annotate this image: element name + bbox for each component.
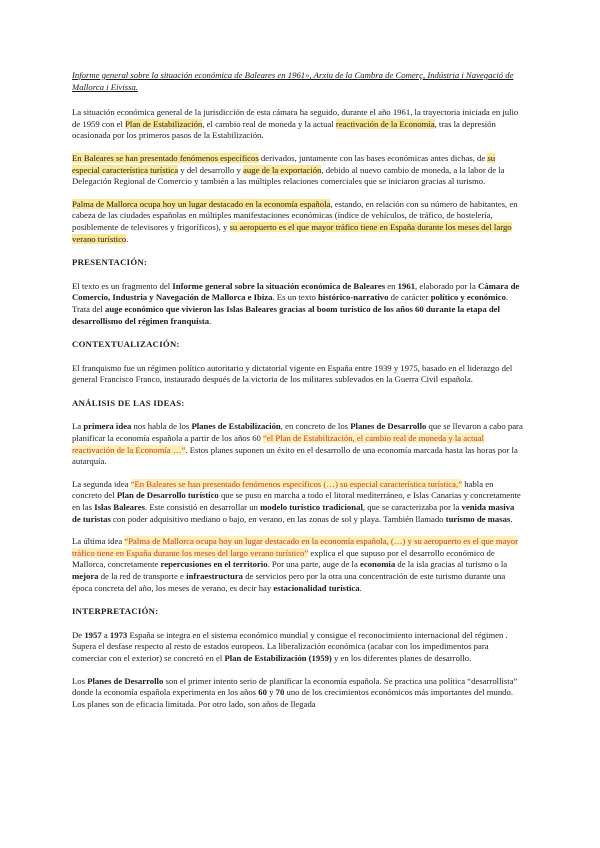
document-title: Informe general sobre la situación económica de Baleares en 1961», Arxiu de la Cambra de Comerç, Indústria i Navegació de Mallorca i Eivissa.	[72, 70, 514, 92]
presentacion-paragraph: El texto es un fragmento del Informe general sobre la situación económica de Baleares en 1961, elaborado por la Cámara de Comercio, Industria y Navegación de Mallorca e Ibiza. Es un texto histórico-narrativo de carácter político y económico. Trata del auge económico que vivieron las Islas Baleares gracias al boom turístico de los años 60 durante la etapa del desarrollismo del régimen franquista.	[72, 280, 520, 326]
highlight: Palma de Mallorca ocupa hoy un lugar destacado en la economía española	[72, 198, 331, 209]
contextualizacion-paragraph: El franquismo fue un régimen político autoritario y dictatorial vigente en España entre 1939 y 1975, basado en el liderazgo del general Francisco Franco, instaurado después de la victoria de los militares sublevados en la Guerra Civil española.	[72, 362, 513, 385]
heading-interpretacion: INTERPRETACIÓN:	[72, 606, 159, 617]
quote: “En Baleares se han presentado fenómenos específicos (…) su especial característica turística,”	[130, 478, 463, 489]
quote: “Palma de Mallorca ocupa hoy un lugar destacado en la economía española, (…) y su aeropuerto es el que mayor tráfico tiene en España durante los meses del largo verano turístico”	[72, 536, 519, 558]
highlight: auge de la exportación	[243, 164, 322, 175]
highlight: reactivación de la Economía	[335, 118, 435, 129]
analisis-paragraph-3: La última idea “Palma de Mallorca ocupa hoy un lugar destacado en la economía española, (…) y su aeropuerto es el que mayor tráfico tiene en España durante los meses del largo verano turístico” explica el que supuso por el desarrollo económico de Mallorca, concretamente repercusiones en el territorio. Por una parte, auge de la economía de la isla gracias al turismo o la mejora de la red de transporte e infraestructura de servicios pero por la otra una concentración de este turismo durante una época concreta del año, los meses de verano, es decir hay estacionalidad turística.	[72, 536, 519, 593]
interpretacion-paragraph-1: De 1957 a 1973 España se integra en el sistema económico mundial y consigue el reconocimiento internacional del régimen . Supera el desfase respecto al resto de estados europeos. La liberalización económica (acabar con los impedimentos para comerciar con el exterior) se concretó en el Plan de Estabilización (1959) y en los diferentes planes de desarrollo.	[72, 629, 508, 663]
intro-paragraph-1: La situación económica general de la jurisdicción de esta cámara ha seguido, durante el año 1961, la trayectoria iniciada en julio de 1959 con el Plan de Estabilización, el cambio real de moneda y la actual reactivación de la Economía, tras la depresión ocasionada por los primeros pasos de la Estabilización.	[72, 107, 519, 141]
analisis-paragraph-1: La primera idea nos habla de los Planes de Estabilización, en concreto de los Planes de Desarrollo que se llevaron a cabo para planificar la economía española a partir de los años 60 “el Plan de Estabilización, el cambio real de moneda y la actual reactivación de la Economía …”. Estos planes suponen un éxito en el desarrollo de una economía marcada hasta las horas por la autarquía.	[72, 421, 523, 467]
intro-paragraph-2: En Baleares se han presentado fenómenos específicos derivados, juntamente con las bases económicas antes dichas, de su especial característica turística y del desarrollo y auge de la exportación, debido al nuevo cambio de moneda, a la labor de la Delegación Regional de Comercio y también a las múltiples relaciones comerciales que se iniciaron gracias al turismo.	[72, 152, 505, 187]
analisis-paragraph-2: La segunda idea “En Baleares se han presentado fenómenos específicos (…) su especial característica turística,” habla en concreto del Plan de Desarrollo turístico que se puso en marcha a todo el litoral mediterráneo, e Islas Canarias y concretamente en las Islas Baleares. Este consistió en desarrollar un modelo turístico tradicional, que se caracterizaba por la venida masiva de turistas con poder adquisitivo mediano o bajo, en verano, en las zonas de sol y playa. También llamado turismo de masas.	[72, 478, 521, 524]
interpretacion-paragraph-2: Los Planes de Desarrollo son el primer intento serio de planificar la economía española. Se practica una política “desarrollista” donde la economía española experimenta en los años 60 y 70 uno de los crecimientos económicos más importantes del mundo. Los planes son de eficacia limitada. Por otro lado, son años de llegada	[72, 675, 518, 709]
quote: “el Plan de Estabilización, el cambio real de moneda y la actual reactivación de la Economía …”	[72, 433, 485, 455]
heading-presentacion: PRESENTACIÓN:	[72, 257, 148, 268]
intro-paragraph-3: Palma de Mallorca ocupa hoy un lugar destacado en la economía española, estando, en relación con su número de habitantes, en cabeza de las ciudades españolas en múltiples manifestaciones económicas (índice de vehículos, de tráfico, de hostelería, posiblemente de televisores y frigoríficos), y su aeropuerto es el que mayor tráfico tiene en España durante los meses del largo verano turístico.	[72, 198, 518, 244]
highlight: Plan de Estabilización	[125, 118, 203, 129]
highlight: su aeropuerto es el que mayor tráfico tiene en España durante los meses del largo verano turístico	[72, 221, 512, 244]
document-page	[72, 70, 524, 721]
highlight: su especial característica turística	[72, 152, 496, 175]
heading-contextualizacion: CONTEXTUALIZACIÓN:	[72, 339, 180, 350]
highlight: En Baleares se han presentado fenómenos específicos	[72, 152, 259, 163]
heading-analisis: ANÁLISIS DE LAS IDEAS:	[72, 397, 185, 408]
